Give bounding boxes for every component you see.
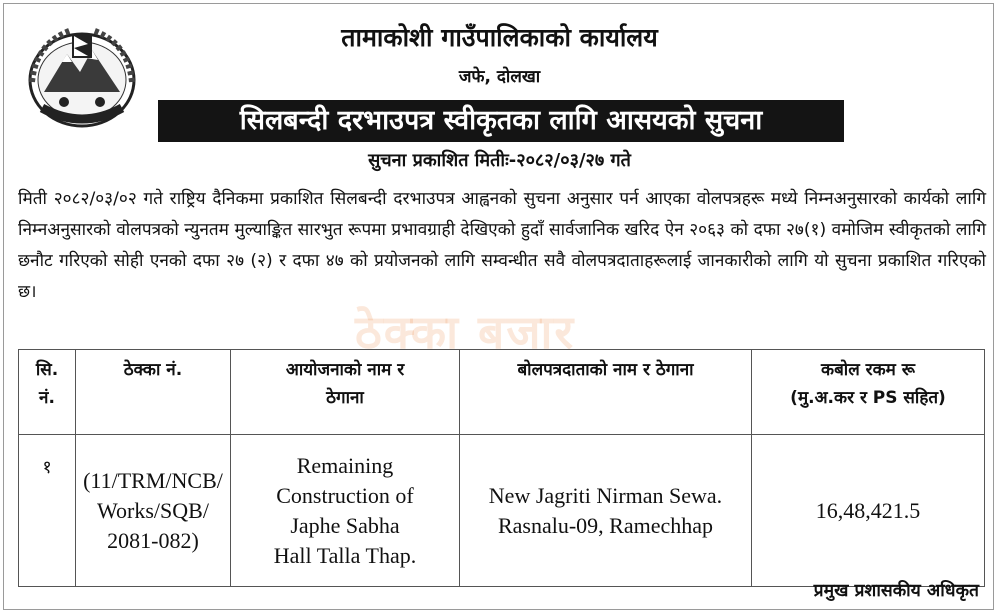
bid-table	[18, 349, 985, 587]
header-project: आयोजनाको नाम र ठेगाना	[231, 350, 460, 435]
cell-project: Remaining Construction of Japhe Sabha Hall Talla Thap.	[231, 435, 460, 587]
notice-title-banner: सिलबन्दी दरभाउपत्र स्वीकृतका लागि आसयको सुचना	[158, 100, 844, 142]
cell-bidder: New Jagriti Nirman Sewa. Rasnalu-09, Ramechhap	[460, 435, 752, 587]
cell-contract-no: (11/TRM/NCB/ Works/SQB/ 2081-082)	[76, 435, 231, 587]
table-row	[19, 435, 985, 587]
published-date: सुचना प्रकाशित मितीः-२०८२/०३/२७ गते	[368, 150, 631, 171]
table-header-row	[19, 350, 985, 435]
office-address: जफे, दोलखा	[458, 67, 541, 87]
watermark: ठेक्का बजार	[355, 305, 576, 359]
notice-paragraph: मिती २०८२/०३/०२ गते राष्ट्रिय दैनिकमा प्रकाशित सिलबन्दी दरभाउपत्र आह्वनको सुचना अनुसार पर्न आएका वोलपत्रहरू मध्ये निम्नअनुसारको कार्यको लागि निम्नअनुसारको वोलपत्रको न्युनतम मुल्याङ्कित सारभुत रूपमा प्रभावग्राही देखिएको हुदाँ सार्वजानिक खरिद ऐन २०६३ को दफा २७(१) वमोजिम स्वीकृतको लागि छनौट गरिएको सोही एनको दफा २७ (२) र दफा ४७ को प्रयोजनको लागि सम्वन्धीत सवै वोलपत्रदाताहरूलाई जानकारीको लागि यो सुचना प्रकाशित गरिएको छ।	[18, 189, 986, 302]
header-amount: कबोल रकम रू (मु.अ.कर र PS सहित)	[752, 350, 985, 435]
signatory: प्रमुख प्रशासकीय अधिकृत	[813, 581, 979, 601]
cell-amount: 16,48,421.5	[752, 435, 985, 587]
cell-sn: १	[19, 435, 76, 587]
office-name: तामाकोशी गाउँपालिकाको कार्यालय	[341, 23, 658, 52]
header-contract-no: ठेक्का नं.	[76, 350, 231, 435]
header-bidder: बोलपत्रदाताको नाम र ठेगाना	[460, 350, 752, 435]
header-sn: सि. नं.	[19, 350, 76, 435]
